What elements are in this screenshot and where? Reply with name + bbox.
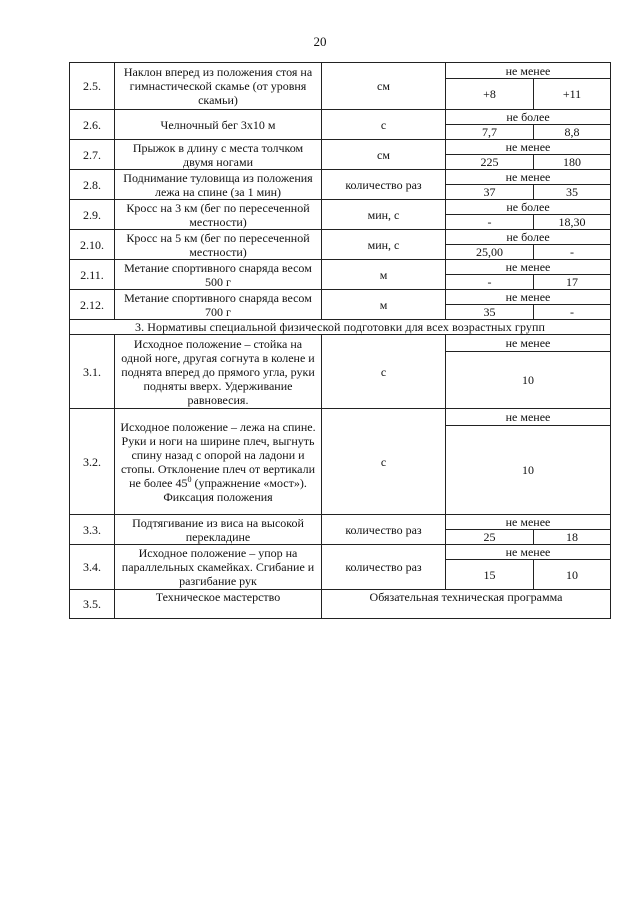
row-number: 2.9.: [70, 200, 115, 230]
row-number: 2.12.: [70, 290, 115, 320]
program-cell: Обязательная техническая программа: [322, 590, 611, 619]
unit-cell: м: [322, 290, 446, 320]
exercise-name: Челночный бег 3х10 м: [115, 110, 322, 140]
table-row: [70, 63, 611, 79]
value-cell: 25: [446, 530, 534, 545]
value-cell: 8,8: [534, 125, 611, 140]
table-row-3-4: [70, 545, 611, 560]
exercise-name: Прыжок в длину с места толчком двумя ногами: [115, 140, 322, 170]
exercise-name: [115, 409, 322, 515]
exercise-name: Кросс на 3 км (бег по пересеченной местности): [115, 200, 322, 230]
value-cell: 35: [446, 305, 534, 320]
table-row: [70, 170, 611, 185]
condition-cell: не менее: [446, 140, 611, 155]
value-cell: -: [446, 275, 534, 290]
degree-superscript: 0: [187, 474, 192, 484]
row-number: 3.3.: [70, 515, 115, 545]
value-cell: -: [534, 245, 611, 260]
exercise-name: Кросс на 5 км (бег по пересеченной местности): [115, 230, 322, 260]
value-cell: 37: [446, 185, 534, 200]
unit-cell: с: [322, 335, 446, 409]
row-number: 2.8.: [70, 170, 115, 200]
value-cell: 25,00: [446, 245, 534, 260]
row-number: 2.11.: [70, 260, 115, 290]
unit-cell: м: [322, 260, 446, 290]
condition-cell: не менее: [446, 515, 611, 530]
table-row: [70, 230, 611, 245]
unit-cell: мин, с: [322, 200, 446, 230]
section-header-row: [70, 320, 611, 335]
exercise-name: Исходное положение – упор на параллельных скамейках. Сгибание и разгибание рук: [115, 545, 322, 590]
value-cell: 180: [534, 155, 611, 170]
page-number: 20: [313, 34, 327, 49]
exercise-name-part: Исходное положение – лежа на спине. Руки и ноги на ширине плеч, выгнуть спину назад с опорой на ладони и стопы. Отклонение плеч от вертикали не более 45: [120, 419, 316, 490]
table-row: [70, 260, 611, 275]
row-number: 2.5.: [70, 63, 115, 110]
value-cell: 18,30: [534, 215, 611, 230]
condition-cell: не менее: [446, 290, 611, 305]
table-row: [70, 110, 611, 125]
condition-cell: не менее: [446, 545, 611, 560]
unit-cell: количество раз: [322, 545, 446, 590]
value-cell: 15: [446, 560, 534, 590]
unit-cell: количество раз: [322, 515, 446, 545]
value-cell: -: [534, 305, 611, 320]
unit-cell: количество раз: [322, 170, 446, 200]
condition-cell: не менее: [446, 409, 611, 426]
row-number: 2.6.: [70, 110, 115, 140]
row-number: 2.7.: [70, 140, 115, 170]
row-number: 3.2.: [70, 409, 115, 515]
exercise-name: Наклон вперед из положения стоя на гимнастической скамье (от уровня скамьи): [115, 63, 322, 110]
unit-cell: мин, с: [322, 230, 446, 260]
row-number: 2.10.: [70, 230, 115, 260]
exercise-name: Исходное положение – стойка на одной ноге, другая согнута в колене и поднята вперед до прямого угла, руки подняты вверх. Удерживание равновесия.: [115, 335, 322, 409]
value-cell: 18: [534, 530, 611, 545]
value-cell: 7,7: [446, 125, 534, 140]
row-number: 3.4.: [70, 545, 115, 590]
value-cell: -: [446, 215, 534, 230]
condition-cell: не менее: [446, 335, 611, 352]
value-cell: +8: [446, 79, 534, 110]
value-cell: +11: [534, 79, 611, 110]
condition-cell: не менее: [446, 170, 611, 185]
row-number: 3.1.: [70, 335, 115, 409]
exercise-name: Подтягивание из виса на высокой перекладине: [115, 515, 322, 545]
table-row-3-2: [70, 409, 611, 426]
exercise-name-part: (упражнение «мост»). Фиксация положения: [163, 475, 307, 504]
norms-table: [69, 62, 611, 619]
value-cell: 17: [534, 275, 611, 290]
condition-cell: не более: [446, 200, 611, 215]
value-cell: 35: [534, 185, 611, 200]
unit-cell: с: [322, 110, 446, 140]
value-cell: 10: [446, 426, 611, 515]
exercise-name: Метание спортивного снаряда весом 500 г: [115, 260, 322, 290]
value-cell: 10: [534, 560, 611, 590]
row-number: 3.5.: [70, 590, 115, 619]
exercise-name: Метание спортивного снаряда весом 700 г: [115, 290, 322, 320]
section-title: 3. Нормативы специальной физической подготовки для всех возрастных групп: [70, 320, 611, 335]
exercise-name: Техническое мастерство: [115, 590, 322, 619]
condition-cell: не менее: [446, 260, 611, 275]
table-row-3-3: [70, 515, 611, 530]
condition-cell: не более: [446, 110, 611, 125]
value-cell: 10: [446, 352, 611, 409]
table-row: [70, 140, 611, 155]
value-cell: 225: [446, 155, 534, 170]
unit-cell: см: [322, 63, 446, 110]
exercise-name: Поднимание туловища из положения лежа на спине (за 1 мин): [115, 170, 322, 200]
unit-cell: с: [322, 409, 446, 515]
table-row-3-1: [70, 335, 611, 352]
condition-cell: не более: [446, 230, 611, 245]
table-row-3-5: [70, 590, 611, 619]
table-row: [70, 200, 611, 215]
condition-cell: не менее: [446, 63, 611, 79]
unit-cell: см: [322, 140, 446, 170]
table-row: [70, 290, 611, 305]
